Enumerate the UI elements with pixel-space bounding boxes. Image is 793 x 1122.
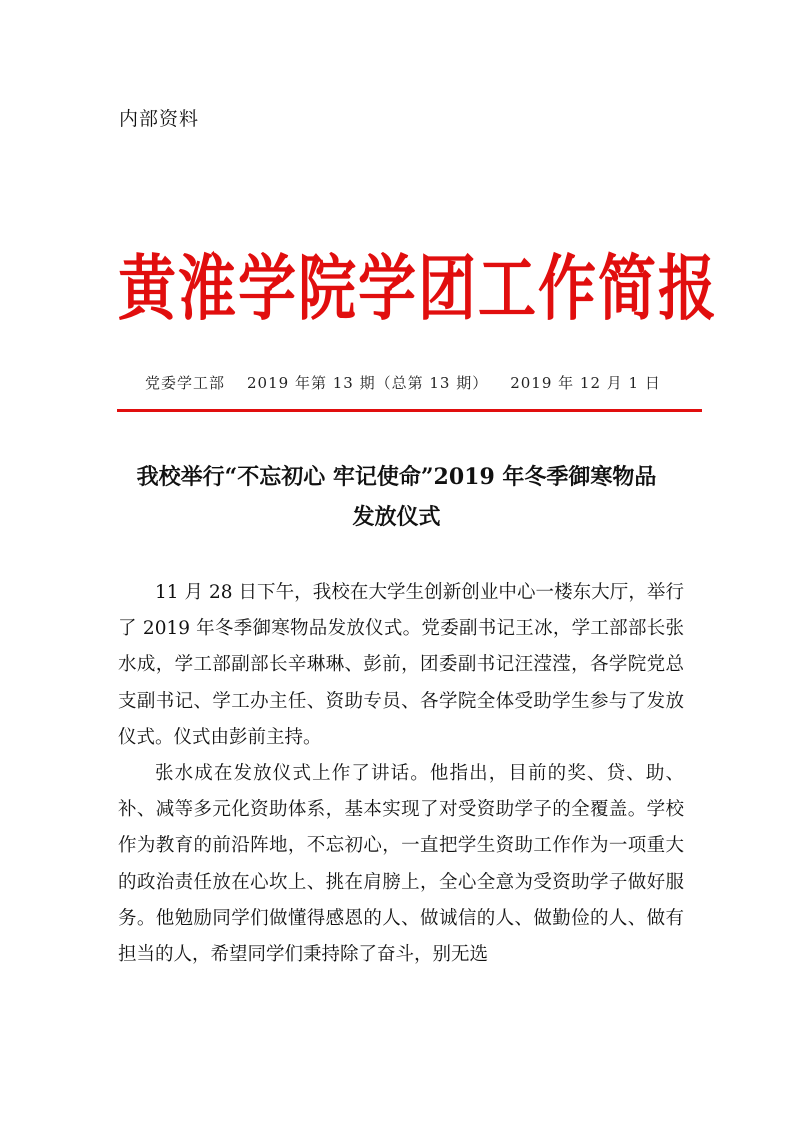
article-paragraph: 11 月 28 日下午，我校在大学生创新创业中心一楼东大厅，举行了 2019 年冬季御寒物品发放仪式。党委副书记王冰，学工部部长张水成，学工部副部长辛琳琳、彭前，团委副书记汪滢滢，各学院党总支副书记、学工办主任、资助专员、各学院全体受助学生参与了发放仪式。仪式由彭前主持。 xyxy=(118,582,684,748)
masthead-title: 黄淮学院学团工作简报 xyxy=(118,247,719,331)
article-body xyxy=(118,575,684,973)
article-paragraph: 张水成在发放仪式上作了讲话。他指出，目前的奖、贷、助、补、减等多元化资助体系，基本实现了对受资助学子的全覆盖。学校作为教育的前沿阵地，不忘初心，一直把学生资助工作作为一项重大的政治责任放在心坎上、挑在肩膀上，全心全意为受资助学子做好服务。他勉励同学们做懂得感恩的人、做诚信的人、做勤俭的人、做有担当的人，希望同学们秉持除了奋斗，别无选 xyxy=(118,763,684,966)
article-title xyxy=(100,457,693,537)
issue-line xyxy=(145,372,705,393)
issue-number: 2019 年第 13 期（总第 13 期） xyxy=(247,374,489,392)
article-title-line-2: 发放仪式 xyxy=(352,504,441,530)
internal-label: 内部资料 xyxy=(119,108,200,130)
issuing-department: 党委学工部 xyxy=(145,374,226,392)
issue-date: 2019 年 12 月 1 日 xyxy=(510,374,661,392)
masthead-divider xyxy=(117,409,702,412)
article-title-line-1: 我校举行“不忘初心 牢记使命”2019 年冬季御寒物品 xyxy=(136,464,657,490)
